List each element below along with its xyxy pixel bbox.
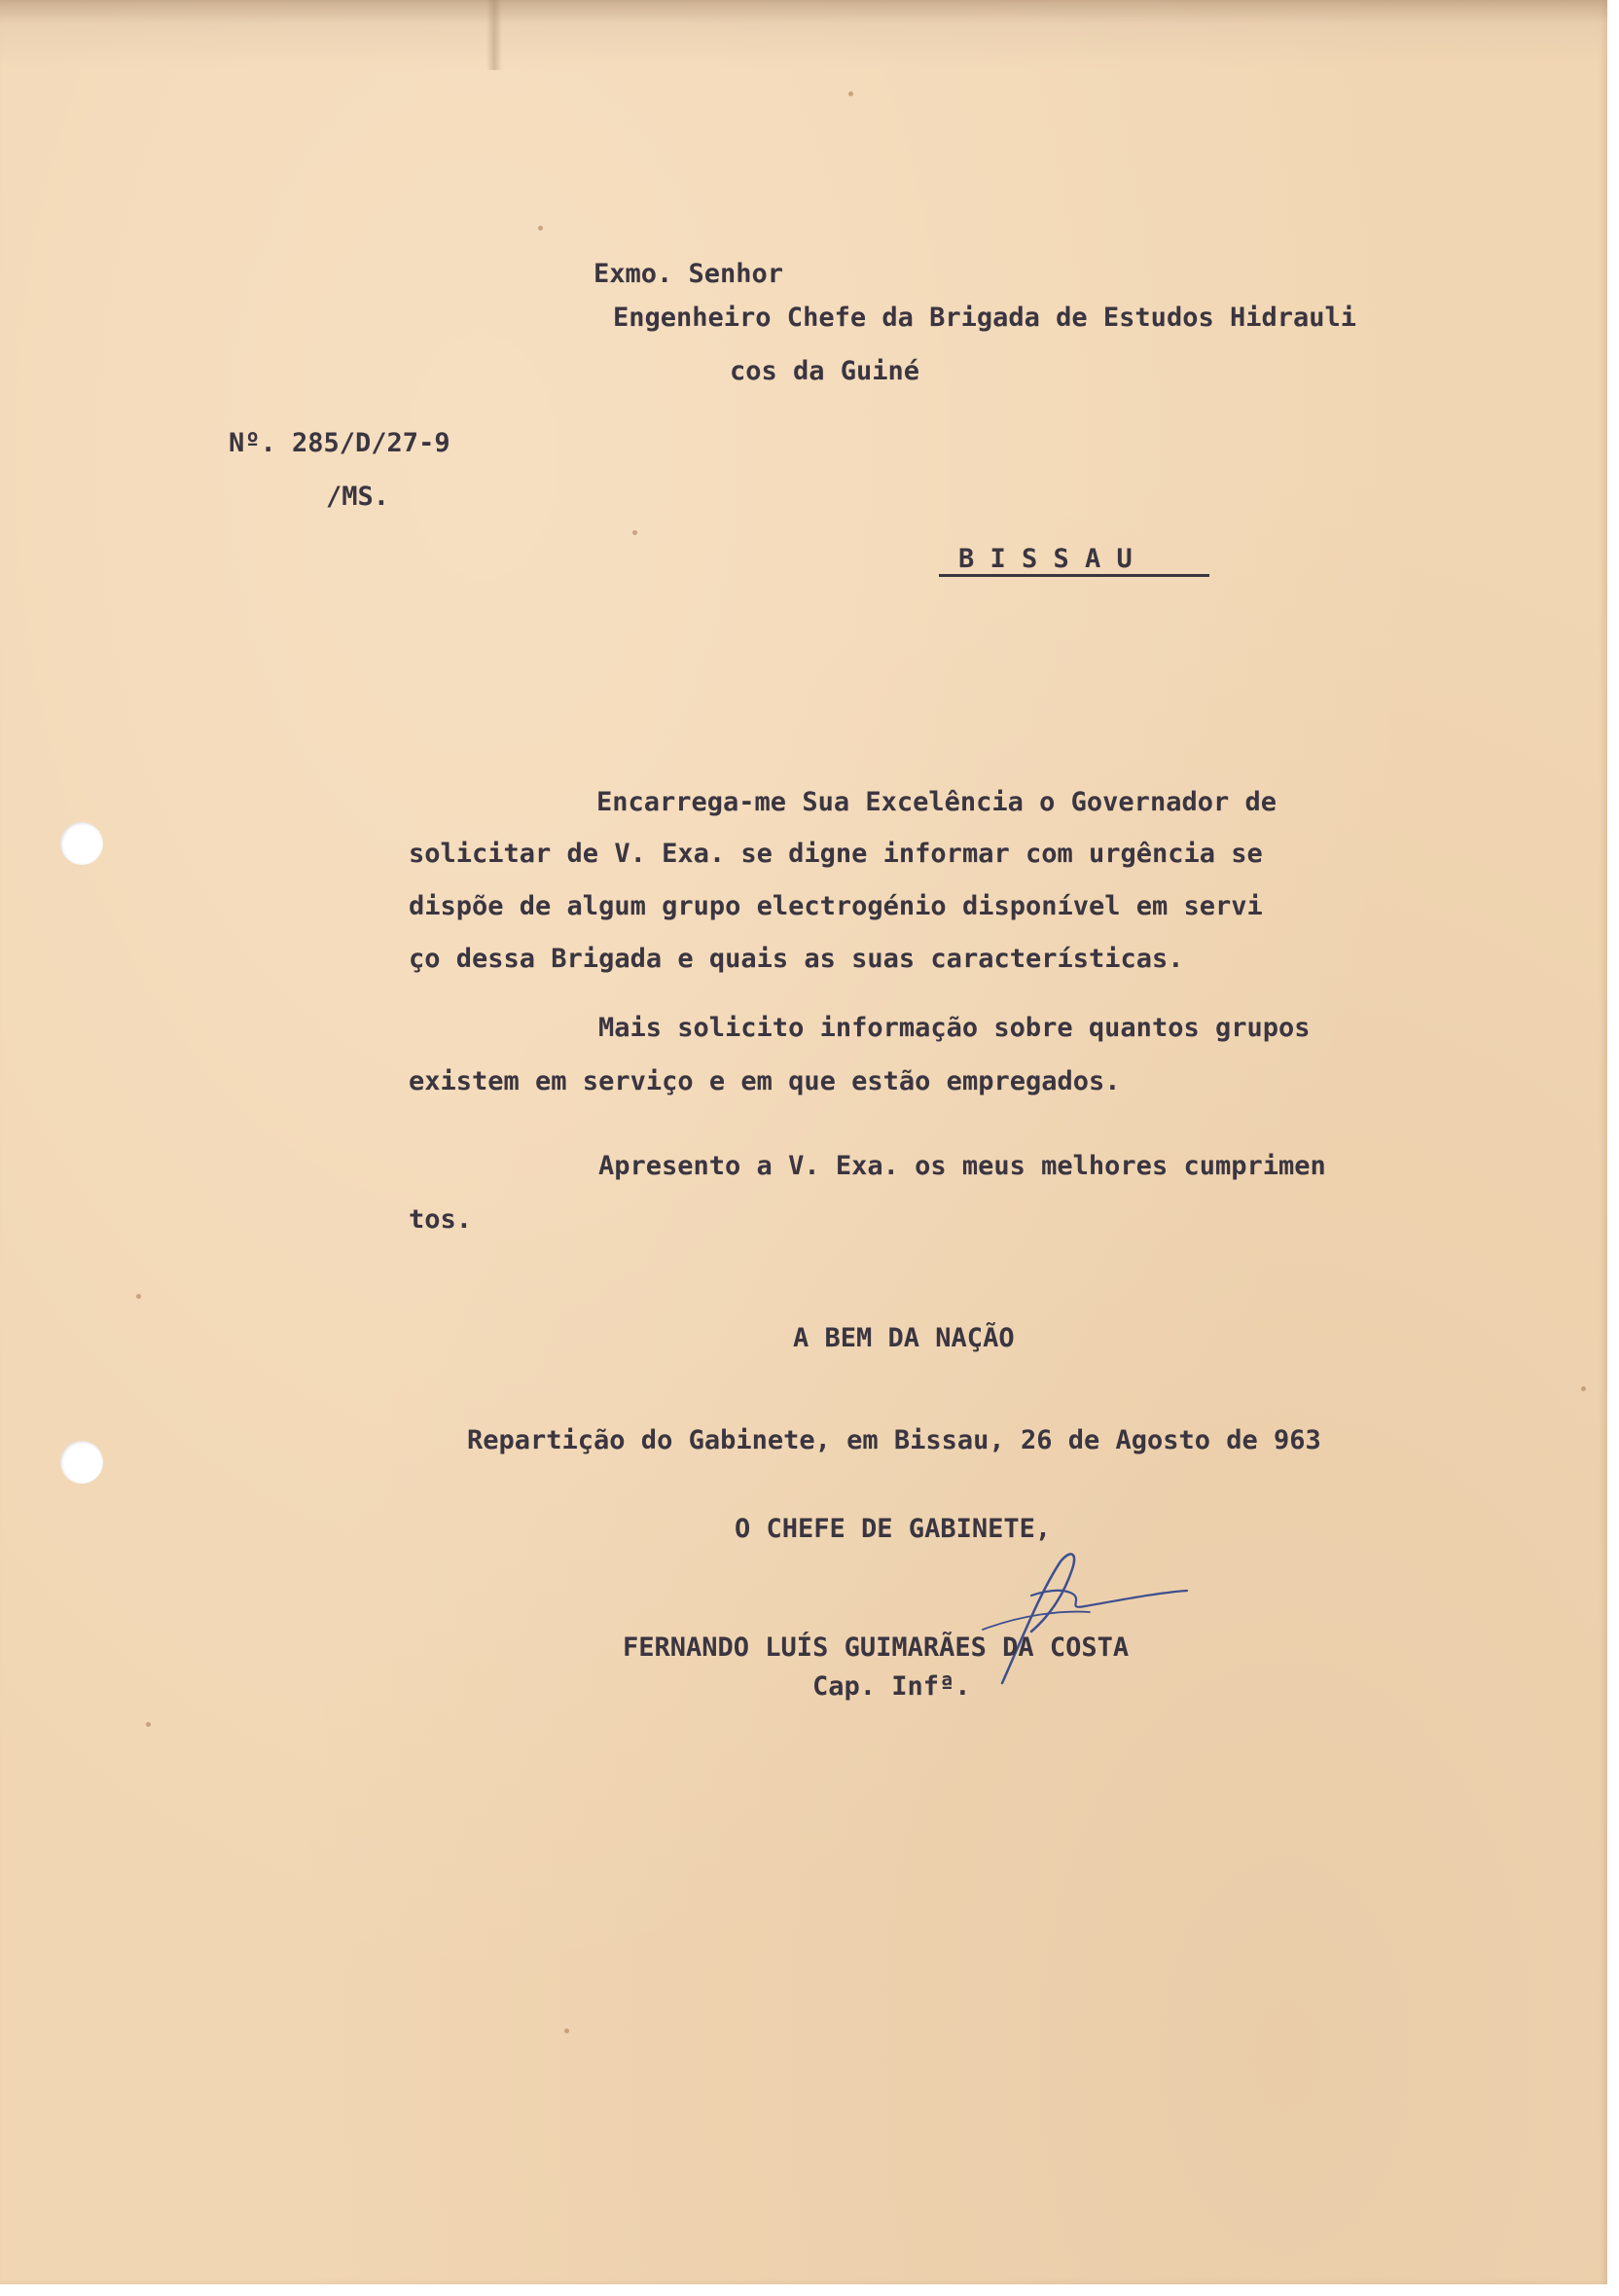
place-and-date: Repartição do Gabinete, em Bissau, 26 de Agosto de 963 (467, 1425, 1321, 1455)
scan-margin-bottom (0, 2284, 1619, 2296)
paper-fold-shadow (0, 0, 1607, 68)
body-line-4: ço dessa Brigada e quais as suas características. (409, 944, 1184, 974)
punch-hole-top (60, 822, 103, 865)
paper-speck (538, 226, 543, 231)
paper-speck (564, 2028, 569, 2033)
city-underline (939, 574, 1209, 577)
punch-hole-bottom (60, 1441, 103, 1484)
body-line-8: tos. (409, 1204, 473, 1235)
signatory-name: FERNANDO LUÍS GUIMARÃES DA COSTA (623, 1632, 1130, 1663)
body-line-5: Mais solicito informação sobre quantos grupos (598, 1013, 1311, 1043)
body-line-2: solicitar de V. Exa. se digne informar com urgência se (409, 839, 1263, 869)
addressee-line-2: cos da Guiné (730, 356, 920, 386)
body-line-6: existem em serviço e em que estão empregados. (409, 1066, 1121, 1096)
city-heading: B I S S A U (958, 544, 1133, 574)
reference-suffix: /MS. (326, 482, 390, 512)
paper-speck (848, 91, 853, 96)
body-line-1: Encarrega-me Sua Excelência o Governador de (596, 787, 1277, 817)
body-line-7: Apresento a V. Exa. os meus melhores cumprimen (598, 1151, 1326, 1181)
scan-margin-right (1607, 0, 1619, 2296)
signatory-title: O CHEFE DE GABINETE, (735, 1514, 1052, 1544)
addressee-line-1: Engenheiro Chefe da Brigada de Estudos Hidrauli (613, 303, 1357, 333)
reference-number: Nº. 285/D/27-9 (229, 428, 450, 458)
paper-speck (136, 1294, 141, 1299)
paper-speck (632, 530, 637, 535)
closing-motto: A BEM DA NAÇÃO (793, 1323, 1015, 1353)
handwritten-signature (963, 1523, 1197, 1698)
body-line-3: dispõe de algum grupo electrogénio disponível em servi (409, 891, 1263, 921)
paper-speck (1581, 1386, 1586, 1391)
signatory-rank: Cap. Infª. (812, 1671, 971, 1702)
paper-crease (486, 0, 502, 70)
salutation: Exmo. Senhor (594, 259, 784, 289)
paper-speck (146, 1722, 151, 1727)
